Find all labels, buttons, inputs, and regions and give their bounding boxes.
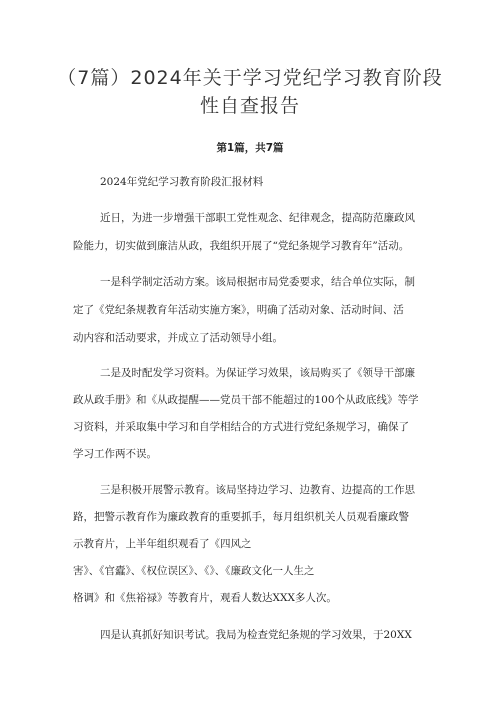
- body-line: 路，把警示教育作为廉政教育的重要抓手，每月组织机关人员观看廉政警: [73, 511, 409, 523]
- section-heading: 2024年党纪学习教育阶段汇报材料: [100, 176, 264, 188]
- body-line: 二是及时配发学习资料。为保证学习效果，该局购买了《领导干部廉: [100, 367, 415, 379]
- document-title-line-1: （7篇）2024年关于学习党纪学习教育阶段: [57, 67, 443, 89]
- document-title-line-2: 性自查报告: [199, 95, 300, 117]
- body-line: 害》、《官蠹》、《权位误区》、《》、《廉政文化一人生之: [73, 565, 315, 577]
- body-line: 定了《党纪条规教育年活动实施方案》，明确了活动对象、活动时间、活: [73, 304, 404, 316]
- body-line: 动内容和活动要求，并成立了活动领导小组。: [73, 332, 283, 344]
- body-line: 政从政手册》和《从政提醒——党员干部不能超过的100个从政底线》等学: [73, 394, 419, 406]
- body-line: 一是科学制定活动方案。该局根据市局党委要求，结合单位实际，制: [100, 276, 415, 288]
- body-line: 四是认真抓好知识考试。我局为检查党纪条规的学习效果，于20XX: [100, 629, 412, 641]
- part-label: 第1篇，共7篇: [216, 142, 284, 154]
- body-line: 格调》和《焦裕禄》等教育片，观看人数达XXX多人次。: [73, 592, 337, 604]
- body-line: 险能力，切实做到廉洁从政，我组织开展了“党纪条规学习教育年”活动。: [73, 240, 410, 252]
- body-line: 三是积极开展警示教育。该局坚持边学习、边教育、边提高的工作思: [100, 484, 415, 496]
- body-line: 习资料，并采取集中学习和自学相结合的方式进行党纪条规学习，确保了: [73, 421, 409, 433]
- body-line: 近日，为进一步增强干部职工党性观念、纪律观念，提高防范廉政风: [100, 212, 415, 224]
- body-line: 示教育片，上半年组织观看了《四风之: [73, 538, 252, 550]
- body-line: 学习工作两不误。: [73, 448, 157, 460]
